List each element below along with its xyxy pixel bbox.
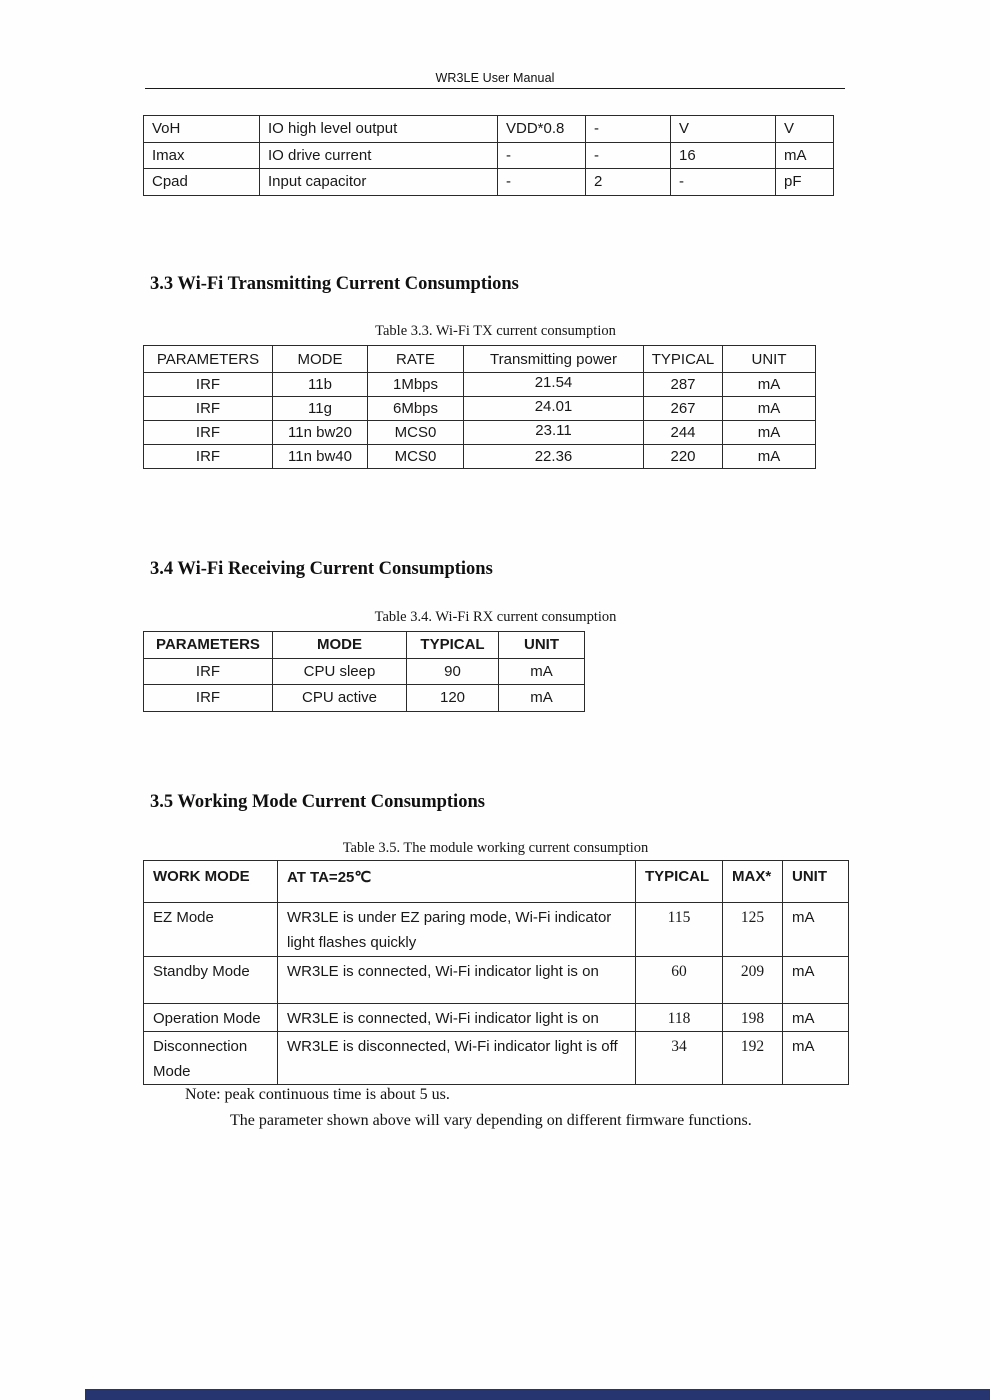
column-header: UNIT (783, 861, 849, 903)
table-cell: pF (776, 169, 834, 196)
table-cell: - (498, 169, 586, 196)
table-cell: IRF (144, 397, 273, 421)
table-cell: WR3LE is disconnected, Wi-Fi indicator light is off (278, 1032, 636, 1085)
table-cell: IRF (144, 421, 273, 445)
table-cell: 90 (407, 658, 499, 685)
table-row (144, 397, 816, 421)
table-cell: 24.01 (464, 397, 644, 421)
table-row (144, 421, 816, 445)
table-row (144, 658, 585, 685)
column-header: RATE (368, 346, 464, 373)
table-cell: Standby Mode (144, 957, 278, 1004)
table-cell: WR3LE is connected, Wi-Fi indicator light is on (278, 1004, 636, 1032)
table-header-row (144, 346, 816, 373)
column-header: Transmitting power (464, 346, 644, 373)
table-cell: Cpad (144, 169, 260, 196)
table-cell: MCS0 (368, 445, 464, 469)
table-cell: VoH (144, 116, 260, 143)
table-cell: 11n bw40 (273, 445, 368, 469)
table-row (144, 373, 816, 397)
table-cell: mA (783, 903, 849, 957)
table-row (144, 116, 834, 143)
table-cell: CPU sleep (273, 658, 407, 685)
table-cell: 198 (723, 1004, 783, 1032)
table-cell: Operation Mode (144, 1004, 278, 1032)
table-cell: 6Mbps (368, 397, 464, 421)
table-cell: Disconnection Mode (144, 1032, 278, 1085)
table-cell: 22.36 (464, 445, 644, 469)
table-cell: VDD*0.8 (498, 116, 586, 143)
table-cell: IO drive current (260, 142, 498, 169)
table-header-row (144, 861, 849, 903)
table-cell: EZ Mode (144, 903, 278, 957)
table-cell: 267 (644, 397, 723, 421)
table-cell: 11b (273, 373, 368, 397)
table-row (144, 142, 834, 169)
table-row (144, 1032, 849, 1085)
table-row (144, 957, 849, 1004)
table-cell: mA (783, 1004, 849, 1032)
table-cell: - (586, 116, 671, 143)
note-line-1: Note: peak continuous time is about 5 us. (185, 1086, 450, 1103)
table-cell: 118 (636, 1004, 723, 1032)
table-cell: IRF (144, 658, 273, 685)
table-cell: mA (783, 1032, 849, 1085)
table-cell: - (586, 142, 671, 169)
table-cell: 1Mbps (368, 373, 464, 397)
table-cell: Input capacitor (260, 169, 498, 196)
table-cell: 11n bw20 (273, 421, 368, 445)
table-cell: mA (499, 685, 585, 712)
table-cell: - (498, 142, 586, 169)
note-line-2: The parameter shown above will vary depending on different firmware functions. (230, 1112, 752, 1129)
table-cell: 287 (644, 373, 723, 397)
table-cell: 11g (273, 397, 368, 421)
column-header: PARAMETERS (144, 346, 273, 373)
table-cell: mA (723, 421, 816, 445)
table-cell: IRF (144, 685, 273, 712)
column-header: TYPICAL (644, 346, 723, 373)
table-cell: 60 (636, 957, 723, 1004)
working-table (143, 860, 849, 1085)
table-cell: CPU active (273, 685, 407, 712)
table-cell: 2 (586, 169, 671, 196)
table-cell: V (776, 116, 834, 143)
table-cell: IRF (144, 445, 273, 469)
table-cell: 34 (636, 1032, 723, 1085)
table-row (144, 903, 849, 957)
table-cell: V (671, 116, 776, 143)
header-rule (145, 88, 845, 89)
table-cell: mA (499, 658, 585, 685)
table-cell: 16 (671, 142, 776, 169)
column-header: UNIT (723, 346, 816, 373)
table-cell: WR3LE is connected, Wi-Fi indicator light is on (278, 957, 636, 1004)
table-cell: mA (723, 445, 816, 469)
table-row (144, 1004, 849, 1032)
doc-header-title: WR3LE User Manual (435, 71, 555, 85)
section-heading-rx: 3.4 Wi-Fi Receiving Current Consumptions (150, 559, 493, 579)
column-header: UNIT (499, 632, 585, 659)
table-row (144, 169, 834, 196)
table-cell: 125 (723, 903, 783, 957)
spec-table (143, 115, 834, 196)
table-caption-working: Table 3.5. The module working current consumption (342, 840, 649, 856)
table-cell: 23.11 (464, 421, 644, 445)
column-header: MODE (273, 632, 407, 659)
table-cell: mA (723, 373, 816, 397)
table-cell: mA (723, 397, 816, 421)
table-cell: mA (776, 142, 834, 169)
table-cell: 220 (644, 445, 723, 469)
table-cell: 192 (723, 1032, 783, 1085)
table-cell: Imax (144, 142, 260, 169)
table-cell: MCS0 (368, 421, 464, 445)
table-cell: 120 (407, 685, 499, 712)
table-caption-tx: Table 3.3. Wi-Fi TX current consumption (375, 323, 616, 339)
tx-table (143, 345, 816, 469)
table-cell: 209 (723, 957, 783, 1004)
table-cell: mA (783, 957, 849, 1004)
column-header: TYPICAL (636, 861, 723, 903)
column-header: PARAMETERS (144, 632, 273, 659)
footer-bar (85, 1389, 990, 1400)
table-cell: IRF (144, 373, 273, 397)
column-header: TYPICAL (407, 632, 499, 659)
section-heading-tx: 3.3 Wi-Fi Transmitting Current Consumptions (150, 274, 519, 294)
column-header: MAX* (723, 861, 783, 903)
table-cell: 115 (636, 903, 723, 957)
table-cell: 21.54 (464, 373, 644, 397)
column-header: WORK MODE (144, 861, 278, 903)
table-header-row (144, 632, 585, 659)
section-heading-working: 3.5 Working Mode Current Consumptions (150, 792, 485, 812)
table-cell: 244 (644, 421, 723, 445)
column-header: AT TA=25℃ (278, 861, 636, 903)
table-caption-rx: Table 3.4. Wi-Fi RX current consumption (374, 609, 617, 625)
table-row (144, 445, 816, 469)
table-row (144, 685, 585, 712)
column-header: MODE (273, 346, 368, 373)
table-cell: - (671, 169, 776, 196)
table-cell: IO high level output (260, 116, 498, 143)
rx-table (143, 631, 585, 712)
table-cell: WR3LE is under EZ paring mode, Wi-Fi indicator light flashes quickly (278, 903, 636, 957)
